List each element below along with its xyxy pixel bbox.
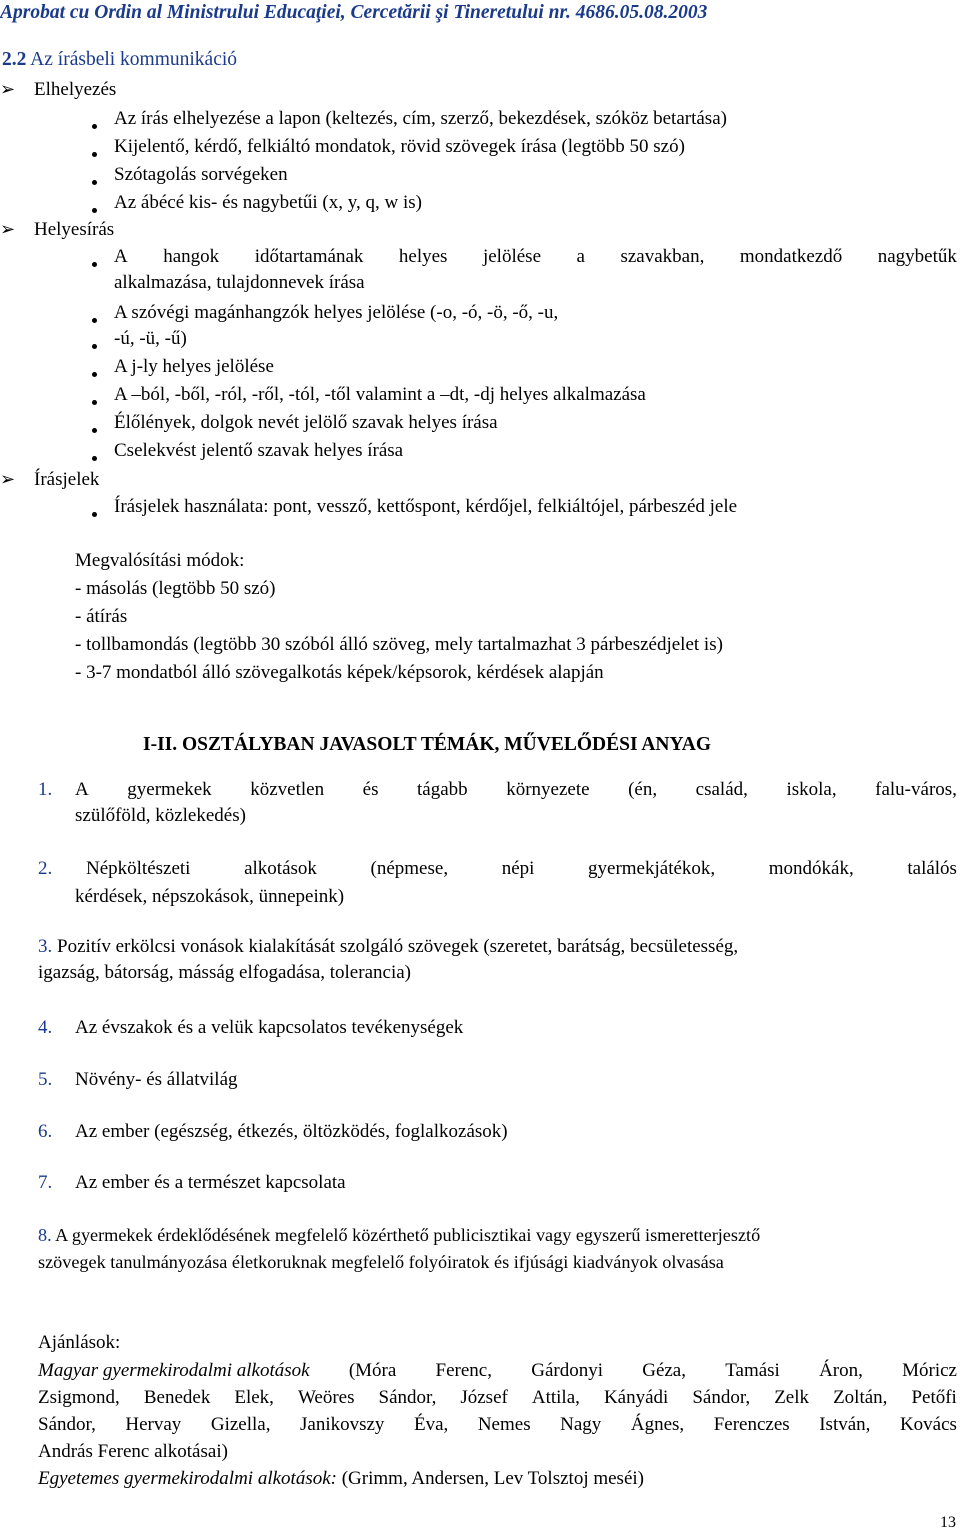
theme-line (38, 1222, 760, 1248)
theme-line: Növény- és állatvilág (75, 1069, 238, 1090)
methods-heading: Megvalósítási módok: (75, 550, 245, 571)
method-item: - tollbamondás (legtöbb 30 szóból álló szöveg, mely tartalmazhat 3 párbeszédjelet is) (75, 634, 723, 655)
bullet-dot-icon (92, 456, 97, 461)
theme-line: szülőföld, közlekedés) (75, 805, 246, 826)
word: Hervay (125, 1414, 182, 1435)
recommend-label: Magyar gyermekirodalmi alkotások (38, 1360, 310, 1381)
word: Ferenc, (435, 1360, 492, 1381)
arrow-bullet-icon: ➢ (0, 469, 16, 489)
bullet-dot-icon (92, 512, 97, 517)
bullet-dot-icon (92, 344, 97, 349)
method-item: - másolás (legtöbb 50 szó) (75, 578, 276, 599)
word: Éva, (413, 1414, 449, 1435)
recommend-text: (Grimm, Andersen, Lev Tolsztoj meséi) (336, 1468, 644, 1489)
word: tágabb (417, 779, 468, 800)
theme-line (38, 934, 738, 960)
bullet-dot-icon (92, 262, 97, 267)
bullet-dot-icon (92, 152, 97, 157)
recommend-line: András Ferenc alkotásai) (38, 1441, 228, 1462)
theme-number: 5. (38, 1069, 53, 1090)
section-title-text: Az írásbeli kommunikáció (26, 49, 238, 70)
recommend-line (38, 1412, 957, 1438)
word: Sándor, (692, 1387, 751, 1408)
theme-line: Az ember és a természet kapcsolata (75, 1172, 346, 1193)
section-title (2, 49, 237, 71)
list-item: -ú, -ü, -ű) (114, 328, 187, 349)
word: gyermekek (127, 779, 212, 800)
word: Ágnes, (630, 1414, 685, 1435)
theme-text: Pozitív erkölcsi vonások kialakítását szolgáló szövegek (szeretet, barátság, becsületesség, (52, 936, 739, 957)
word: Kányádi (603, 1387, 669, 1408)
theme-line: igazság, bátorság, másság elfogadása, tolerancia) (38, 962, 411, 983)
recommend-line (38, 1385, 957, 1411)
word: Gizella, (210, 1414, 271, 1435)
word: A (75, 779, 89, 800)
list-item: A hangok időtartamának helyes jelölése a szavakban, mondatkezdő nagybetűk (114, 246, 957, 267)
theme-line: szövegek tanulmányozása életkoruknak megfelelő folyóiratok és ifjúsági kiadványok olvasása (38, 1252, 724, 1272)
word: Ferenczes (713, 1414, 790, 1435)
word: népi (501, 858, 535, 879)
theme-number: 8. (38, 1225, 52, 1245)
bullet-dot-icon (92, 372, 97, 377)
word: Géza, (642, 1360, 686, 1381)
list-item: A szóvégi magánhangzók helyes jelölése (-o, -ó, -ö, -ő, -u, (114, 302, 559, 323)
word: Tamási (725, 1360, 780, 1381)
word: találós (907, 858, 957, 879)
list-item: Az írás elhelyezése a lapon (keltezés, cím, szerző, bekezdések, szóköz betartása) (114, 108, 727, 129)
theme-line (86, 856, 957, 882)
theme-number: 4. (38, 1017, 53, 1038)
arrow-bullet-icon: ➢ (0, 219, 16, 239)
method-item: - átírás (75, 606, 128, 627)
list-item: Élőlények, dolgok nevét jelölő szavak helyes írása (114, 412, 498, 433)
page-number: 13 (940, 1514, 956, 1531)
list-item-continuation: alkalmazása, tulajdonnevek írása (114, 272, 365, 293)
theme-line: kérdések, népszokások, ünnepeink) (75, 886, 345, 907)
word: falu-város, (875, 779, 957, 800)
group-heading-irasjelek (0, 466, 99, 493)
arrow-bullet-icon: ➢ (0, 79, 16, 99)
word: István, (819, 1414, 871, 1435)
word: Kovács (899, 1414, 957, 1435)
word: gyermekjátékok, (588, 858, 716, 879)
word: Áron, (819, 1360, 863, 1381)
bullet-dot-icon (92, 400, 97, 405)
word: környezete (506, 779, 590, 800)
method-item: - 3-7 mondatból álló szövegalkotás képek/képsorok, kérdések alapján (75, 662, 604, 683)
theme-text: A gyermekek érdeklődésének megfelelő közérthető publicisztikai vagy egyszerű ismeretterjesztő (51, 1225, 761, 1245)
theme-line: Az évszakok és a velük kapcsolatos tevékenységek (75, 1017, 464, 1038)
word: Nemes (477, 1414, 531, 1435)
page-header: Aprobat cu Ordin al Ministrului Educaţiei, Cercetării şi Tineretului nr. 4686.05.08.2003 (0, 2, 708, 23)
heading-text: Írásjelek (34, 469, 100, 490)
word: Zsigmond, (38, 1387, 120, 1408)
word: család, (695, 779, 748, 800)
word: Népköltészeti (86, 858, 191, 879)
list-item: Kijelentő, kérdő, felkiáltó mondatok, rövid szövegek írása (legtöbb 50 szó) (114, 136, 685, 157)
theme-number: 1. (38, 779, 53, 800)
word: Attila, (531, 1387, 580, 1408)
word: (Móra (348, 1360, 397, 1381)
word: közvetlen (250, 779, 325, 800)
list-item: Szótagolás sorvégeken (114, 164, 288, 185)
word: alkotások (244, 858, 317, 879)
word: és (362, 779, 379, 800)
word: iskola, (786, 779, 837, 800)
word: (én, (628, 779, 658, 800)
theme-number: 2. (38, 858, 53, 879)
theme-line: Az ember (egészség, étkezés, öltözködés, foglalkozások) (75, 1121, 508, 1142)
word: Sándor, (38, 1414, 96, 1435)
word: József (460, 1387, 508, 1408)
bullet-dot-icon (92, 124, 97, 129)
recommend-line (38, 1466, 644, 1492)
word: Benedek (143, 1387, 211, 1408)
list-item: A j-ly helyes jelölése (114, 356, 274, 377)
list-item: Az ábécé kis- és nagybetűi (x, y, q, w is) (114, 192, 422, 213)
theme-number: 7. (38, 1172, 53, 1193)
recommend-heading: Ajánlások: (38, 1332, 121, 1353)
list-item: Cselekvést jelentő szavak helyes írása (114, 440, 404, 461)
list-item: Írásjelek használata: pont, vessző, kettőspont, kérdőjel, felkiáltójel, párbeszéd jele (114, 496, 738, 517)
word: Petőfi (911, 1387, 957, 1408)
word: Elek, (234, 1387, 274, 1408)
themes-title: I-II. OSZTÁLYBAN JAVASOLT TÉMÁK, MŰVELŐDÉSI ANYAG (143, 734, 712, 755)
recommend-line (38, 1358, 957, 1384)
bullet-dot-icon (92, 428, 97, 433)
bullet-dot-icon (92, 208, 97, 213)
theme-number: 6. (38, 1121, 53, 1142)
list-item: A –ból, -ből, -ról, -ről, -tól, -től valamint a –dt, -dj helyes alkalmazása (114, 384, 646, 405)
section-number: 2.2 (2, 49, 27, 70)
word: mondókák, (768, 858, 854, 879)
bullet-dot-icon (92, 318, 97, 323)
heading-text: Helyesírás (34, 219, 115, 240)
word: Zoltán, (833, 1387, 888, 1408)
group-heading-elhelyezes (0, 76, 116, 103)
word: Janikovszy (300, 1414, 385, 1435)
group-heading-helyesiras (0, 216, 114, 243)
heading-text: Elhelyezés (34, 79, 117, 100)
word: Zelk (774, 1387, 810, 1408)
word: Gárdonyi (531, 1360, 603, 1381)
word: Weöres (297, 1387, 355, 1408)
word: Móricz (902, 1360, 957, 1381)
recommend-label: Egyetemes gyermekirodalmi alkotások: (38, 1468, 337, 1489)
word: Sándor, (378, 1387, 437, 1408)
word: Nagy (560, 1414, 602, 1435)
theme-line (75, 777, 957, 803)
theme-number: 3. (38, 936, 53, 957)
bullet-dot-icon (92, 180, 97, 185)
word: (népmese, (370, 858, 449, 879)
